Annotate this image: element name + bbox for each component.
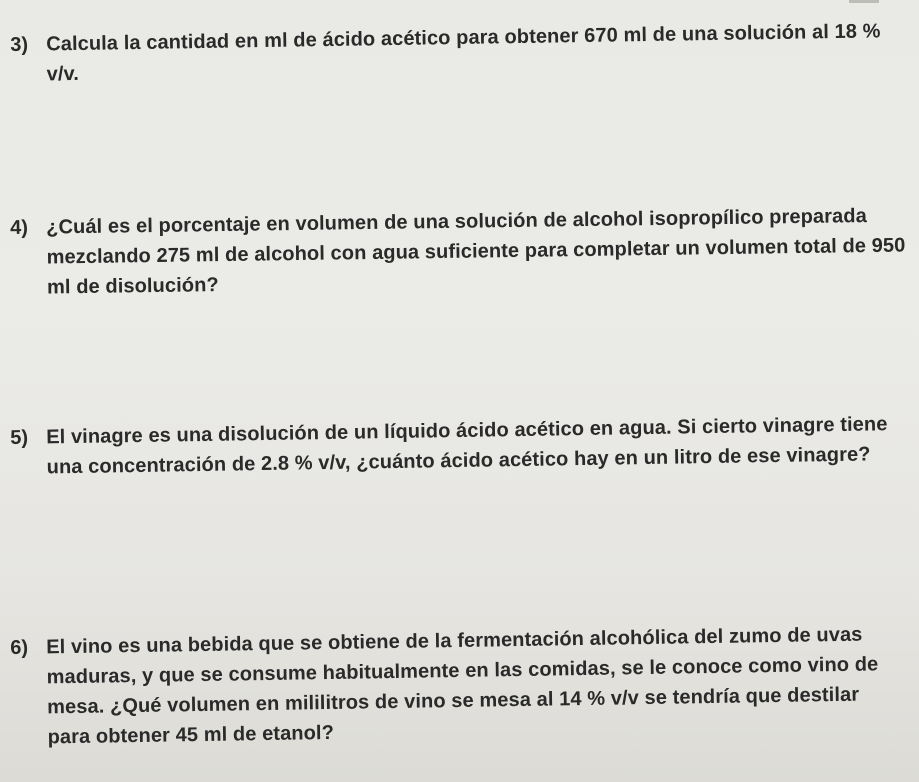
question-text: Calcula la cantidad en ml de ácido acético para obtener 670 ml de una solución al 18 % v/v.: [46, 20, 881, 86]
question-3: [10, 16, 906, 90]
question-number: 6): [10, 636, 29, 659]
question-5: [10, 409, 906, 483]
question-number: 3): [10, 33, 29, 56]
question-text: El vino es una bebida que se obtiene de la fermentación alcohólica del zumo de uvas maduras, y que se consume habitualmente en las comidas, se le conoce como vino de mesa. ¿Qué volumen en mililitros de vino se mesa al 14 % v/v se tendría que destilar para obtener 45 ml de etanol?: [46, 623, 879, 749]
question-4: [10, 201, 906, 303]
question-number: 4): [10, 216, 29, 239]
page-edge-mark: [849, 0, 879, 3]
question-6: [10, 619, 907, 753]
question-text: El vinagre es una disolución de un líquido ácido acético en agua. Si cierto vinagre tiene una concentración de 2.8 % v/v, ¿cuánto ácido acético hay en un litro de ese vinagre?: [46, 413, 888, 479]
question-text: ¿Cuál es el porcentaje en volumen de una solución de alcohol isopropílico preparada mezclando 275 ml de alcohol con agua suficiente para completar un volumen total de 950 ml de disolución?: [46, 205, 906, 299]
question-number: 5): [10, 426, 29, 449]
